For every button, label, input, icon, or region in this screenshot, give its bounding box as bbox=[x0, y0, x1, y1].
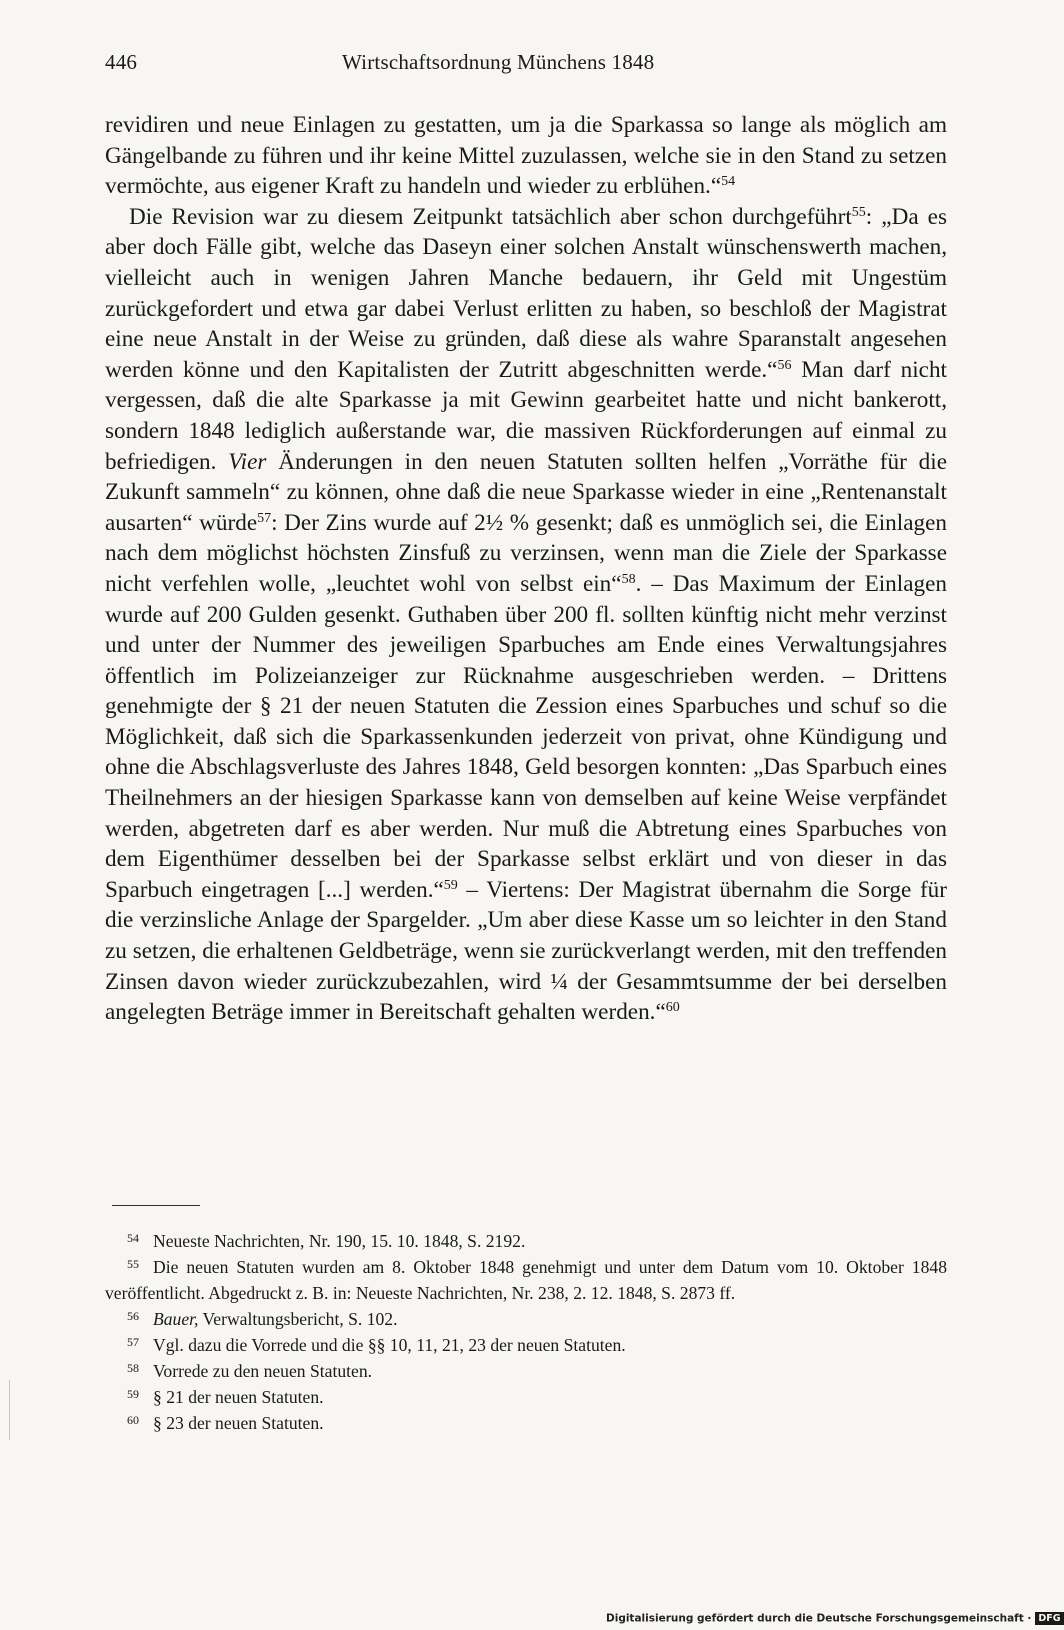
paragraph-1 bbox=[105, 110, 947, 202]
scan-margin-mark bbox=[9, 1380, 12, 1440]
dfg-logo: DFG bbox=[1035, 1612, 1063, 1625]
footnote-55: 55 Die neuen Statuten wurden am 8. Oktober 1848 genehmigt und unter dem Datum vom 10. Oktober 1848 veröffentlicht. Abgedruckt z. B. in: Neueste Nachrichten, Nr. 238, 2. 12. 1848, S. 2873 ff. bbox=[105, 1257, 947, 1303]
footnote-ref-56: 56 bbox=[777, 357, 792, 373]
footnote-author: Bauer, bbox=[153, 1309, 199, 1329]
emphasis-vier: Vier bbox=[228, 448, 267, 475]
footnote-54: 54 Neueste Nachrichten, Nr. 190, 15. 10. 1848, S. 2192. bbox=[127, 1231, 526, 1251]
footnote-separator bbox=[112, 1205, 200, 1206]
page-number: 446 bbox=[105, 50, 138, 74]
footnote-text: § 21 der neuen Statuten. bbox=[153, 1387, 324, 1407]
footnote-ref-58: 58 bbox=[621, 571, 636, 587]
footnote-58: 58 Vorrede zu den neuen Statuten. bbox=[127, 1361, 373, 1381]
footnote-text: Verwaltungsbericht, S. 102. bbox=[198, 1309, 398, 1329]
footnote-56: 56 Bauer, Verwaltungsbericht, S. 102. bbox=[127, 1309, 398, 1329]
credit-text: Digitalisierung gefördert durch die Deutsche Forschungsgemeinschaft · bbox=[606, 1612, 1032, 1625]
paragraph-2-text-3: Man darf nicht vergessen, daß die alte Sparkasse ja mit Gewinn gearbeitet hatte und nicht bankerott, sondern 1848 lediglich außerstande war, die massiven Rückforderungen auf einmal zu befriedigen. bbox=[105, 356, 947, 475]
paragraph-2-text-1: Die Revision war zu diesem Zeitpunkt tatsächlich aber schon durchgeführt bbox=[129, 203, 852, 230]
paragraph-2-text-6: . – Das Maximum der Einlagen wurde auf 200 Gulden gesenkt. Guthaben über 200 fl. sollten künftig nicht mehr verzinst und unter der Nummer des jeweiligen Sparbuches am Ende eines Verwaltungsjahres öffentlich im Polizeianzeiger zur Rücknahme ausgeschrieben werden. – Drittens genehmigte der § 21 der neuen Statuten die Zession eines Sparbuches und schuf so die Möglichkeit, daß sich die Sparkassenkunden jederzeit von privat, ohne Kündigung und ohne die Abschlagsverluste des Jahres 1848, Geld besorgen konnten: „Das Sparbuch eines Theilnehmers an der hiesigen Sparkasse kann von demselben auf keine Weise verpfändet werden, abgetreten darf es aber werden. Nur muß die Abtretung eines Sparbuches von dem Eigenthümer desselben bei der Sparkasse selbst erklärt und von dieser in das Sparbuch eingetragen [...] werden.“ bbox=[105, 570, 947, 903]
paragraph-2-text-7: – Viertens: Der Magistrat übernahm die Sorge für die verzinsliche Anlage der Spargelder. „Um aber diese Kasse um so leichter in den Stand zu setzen, die erhaltenen Geldbeträge, wenn sie zurückverlangt werden, mit den treffenden Zinsen davon wieder zurückzubezahlen, wird ¼ der Gesammtsumme der bei derselben angelegten Beträge immer in Bereitschaft gehalten werden.“ bbox=[105, 876, 947, 1026]
footnote-60: 60 § 23 der neuen Statuten. bbox=[127, 1413, 324, 1433]
paragraph-1-text: revidiren und neue Einlagen zu gestatten, um ja die Sparkassa so lange als möglich am Gängelbande zu führen und ihr keine Mittel zuzulassen, welche sie in den Stand zu setzen vermöchte, aus eigener Kraft zu handeln und wieder zu erblühen.“ bbox=[105, 112, 947, 200]
paragraph-2-text-4: Änderungen in den neuen Statuten sollten helfen „Vorräthe für die Zukunft sammeln“ zu können, ohne daß die neue Sparkasse wieder in eine „Rentenanstalt ausarten“ würde bbox=[105, 448, 947, 536]
footnote-ref-57: 57 bbox=[257, 510, 272, 526]
footnote-ref-55: 55 bbox=[851, 204, 866, 220]
footnote-59: 59 § 21 der neuen Statuten. bbox=[127, 1387, 324, 1407]
footnote-ref-60: 60 bbox=[665, 1000, 680, 1016]
paragraph-2-text-5: : Der Zins wurde auf 2½ % gesenkt; daß es unmöglich sei, die Einlagen nach dem möglichst höchsten Zinsfuß zu verzinsen, wenn man die Ziele der Sparkasse nicht verfehlen wolle, „leuchtet wohl von selbst ein“ bbox=[105, 509, 947, 597]
footnote-text: § 23 der neuen Statuten. bbox=[153, 1413, 324, 1433]
digitization-credit bbox=[606, 1612, 1061, 1630]
paragraph-2-text-2: : „Da es aber doch Fälle gibt, welche das Daseyn einer solchen Anstalt wünschenswerth machen, vielleicht auch in wenigen Jahren Manche bedauern, ihr Geld mit Ungestüm zurückgefordert und etwa gar dabei Verlust erlitten zu haben, so beschloß der Magistrat eine neue Anstalt in der Weise zu gründen, daß diese als wahre Sparanstalt angesehen werden könne und den Kapitalisten der Zutritt abgeschnitten werde.“ bbox=[105, 203, 947, 383]
footnote-text: Die neuen Statuten wurden am 8. Oktober 1848 genehmigt und unter dem Datum vom 10. Oktober 1848 veröffentlicht. Abgedruckt z. B. in: Neueste Nachrichten, Nr. 238, 2. 12. 1848, S. 2873 ff. bbox=[105, 1257, 947, 1303]
footnote-text: Vgl. dazu die Vorrede und die §§ 10, 11, 21, 23 der neuen Statuten. bbox=[153, 1335, 626, 1355]
paragraph-2 bbox=[105, 202, 947, 1028]
footnote-57: 57 Vgl. dazu die Vorrede und die §§ 10, 11, 21, 23 der neuen Statuten. bbox=[127, 1335, 626, 1355]
footnote-ref-59: 59 bbox=[443, 877, 458, 893]
running-title: Wirtschaftsordnung Münchens 1848 bbox=[342, 50, 655, 74]
footnote-text: Neueste Nachrichten, Nr. 190, 15. 10. 1848, S. 2192. bbox=[153, 1231, 526, 1251]
footnote-text: Vorrede zu den neuen Statuten. bbox=[153, 1361, 373, 1381]
main-text bbox=[105, 110, 947, 1028]
footnotes bbox=[105, 1228, 947, 1436]
running-header bbox=[105, 50, 945, 80]
footnote-ref-54: 54 bbox=[721, 174, 736, 190]
